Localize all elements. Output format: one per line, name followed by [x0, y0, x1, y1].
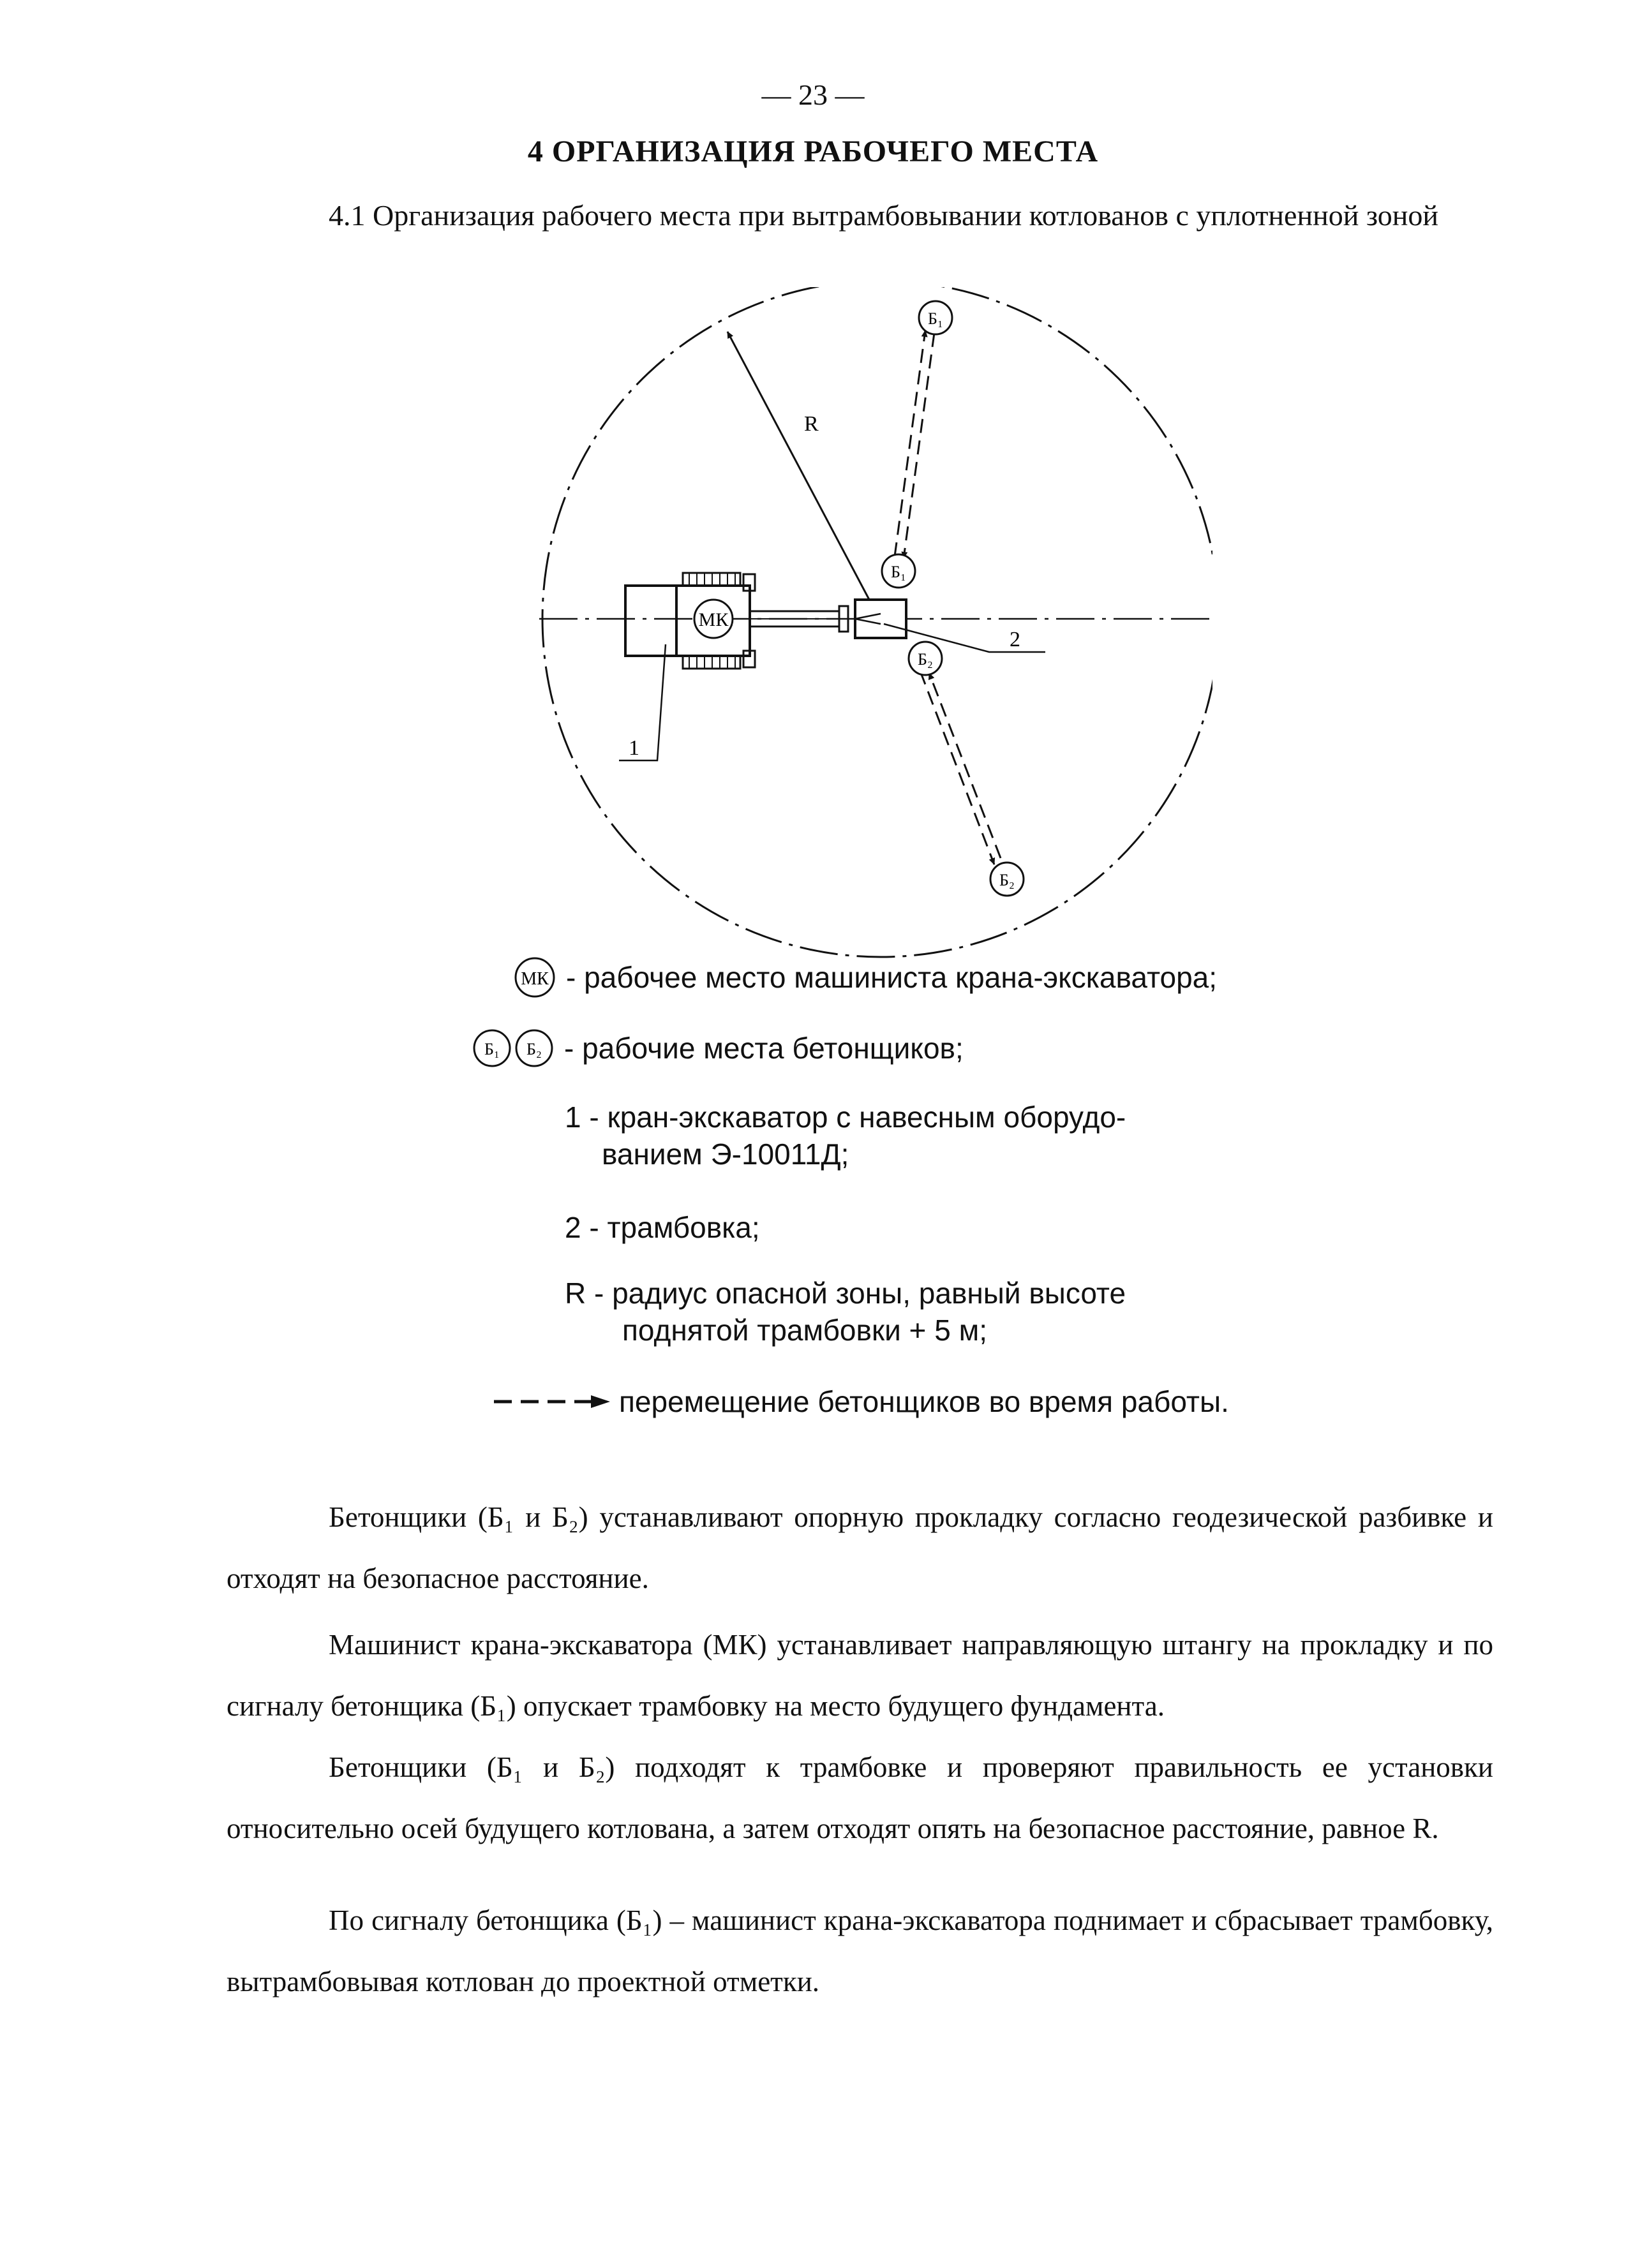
- worker2-outer-label: Б₂: [999, 871, 1015, 889]
- legend-item-2-text: 2 - трамбовка;: [565, 1211, 760, 1244]
- legend-item-R-line2: поднятой трамбовки + 5 м;: [622, 1314, 987, 1347]
- callout-2-label: 2: [1010, 628, 1020, 651]
- callout-2-leader: [884, 624, 1045, 652]
- legend-movement-row: [491, 1383, 1229, 1420]
- section-title: 4 ОРГАНИЗАЦИЯ РАБОЧЕГО МЕСТА: [527, 135, 1099, 168]
- crane-excavator: [625, 573, 848, 669]
- radius-arrow: [727, 332, 879, 619]
- legend-item-1-line2: ванием Э-10011Д;: [602, 1138, 849, 1171]
- worker1-inner-label: Б₁: [891, 563, 906, 581]
- svg-text:Б₂: Б₂: [526, 1040, 542, 1058]
- worker2-movement-arrows: [920, 671, 1001, 864]
- svg-text:Б₁: Б₁: [484, 1040, 500, 1058]
- callout-1-leader: [619, 644, 666, 760]
- legend-item-R-line1: R - радиус опасной зоны, равный высоте: [565, 1277, 1126, 1310]
- dashed-arrow-symbol: [491, 1392, 613, 1411]
- legend-workers-row: [472, 1027, 964, 1069]
- radius-label: R: [804, 412, 819, 436]
- mk-symbol: [514, 956, 556, 998]
- legend-item-2: [565, 1209, 760, 1246]
- svg-text:МК: МК: [521, 969, 549, 989]
- legend-item-1-line1: 1 - кран-экскаватор с навесным оборудо-: [565, 1101, 1126, 1134]
- callout-1-label: 1: [629, 736, 639, 760]
- paragraph-4: По сигналу бетонщика (Б₁) – машинист крана-экскаватора поднимает и сбрасывает трамбовку, вытрамбовывая котлован до проектной отметки.: [227, 1904, 1493, 1997]
- legend-mk-row: [514, 957, 1217, 998]
- work-zone-diagram: [485, 287, 1212, 963]
- paragraph-1: Бетонщики (Б₁ и Б₂) устанавливают опорную прокладку согласно геодезической разбивке и отходят на безопасное расстояние.: [227, 1501, 1493, 1594]
- legend-movement-text: перемещение бетонщиков во время работы.: [619, 1385, 1229, 1418]
- worker2-inner-label: Б₂: [918, 650, 933, 669]
- rammer: [855, 600, 906, 638]
- worker1-outer-label: Б₁: [928, 309, 943, 328]
- subsection-title: 4.1 Организация рабочего места при вытрамбовывании котлованов с уплотненной зоной: [329, 199, 1438, 232]
- legend-mk-text: - рабочее место машиниста крана-экскаватора;: [566, 961, 1218, 994]
- worker1-movement-arrows: [895, 330, 934, 558]
- b1-symbol: [472, 1028, 512, 1068]
- operator-label: МК: [698, 609, 729, 630]
- legend-workers-text: - рабочие места бетонщиков;: [564, 1032, 964, 1065]
- legend-item-1: [565, 1099, 1126, 1173]
- page-number: — 23 —: [761, 78, 865, 111]
- paragraph-3: Бетонщики (Б₁ и Б₂) подходят к трамбовке и проверяют правильность ее установки относительно осей будущего котлована, а затем отходят опять на безопасное расстояние, равное R.: [227, 1751, 1493, 1844]
- legend-item-R: [565, 1275, 1126, 1349]
- paragraph-2: Машинист крана-экскаватора (МК) устанавливает направляющую штангу на прокладку и по сигналу бетонщика (Б₁) опускает трамбовку на место будущего фундамента.: [227, 1629, 1493, 1722]
- b2-symbol: [514, 1028, 554, 1068]
